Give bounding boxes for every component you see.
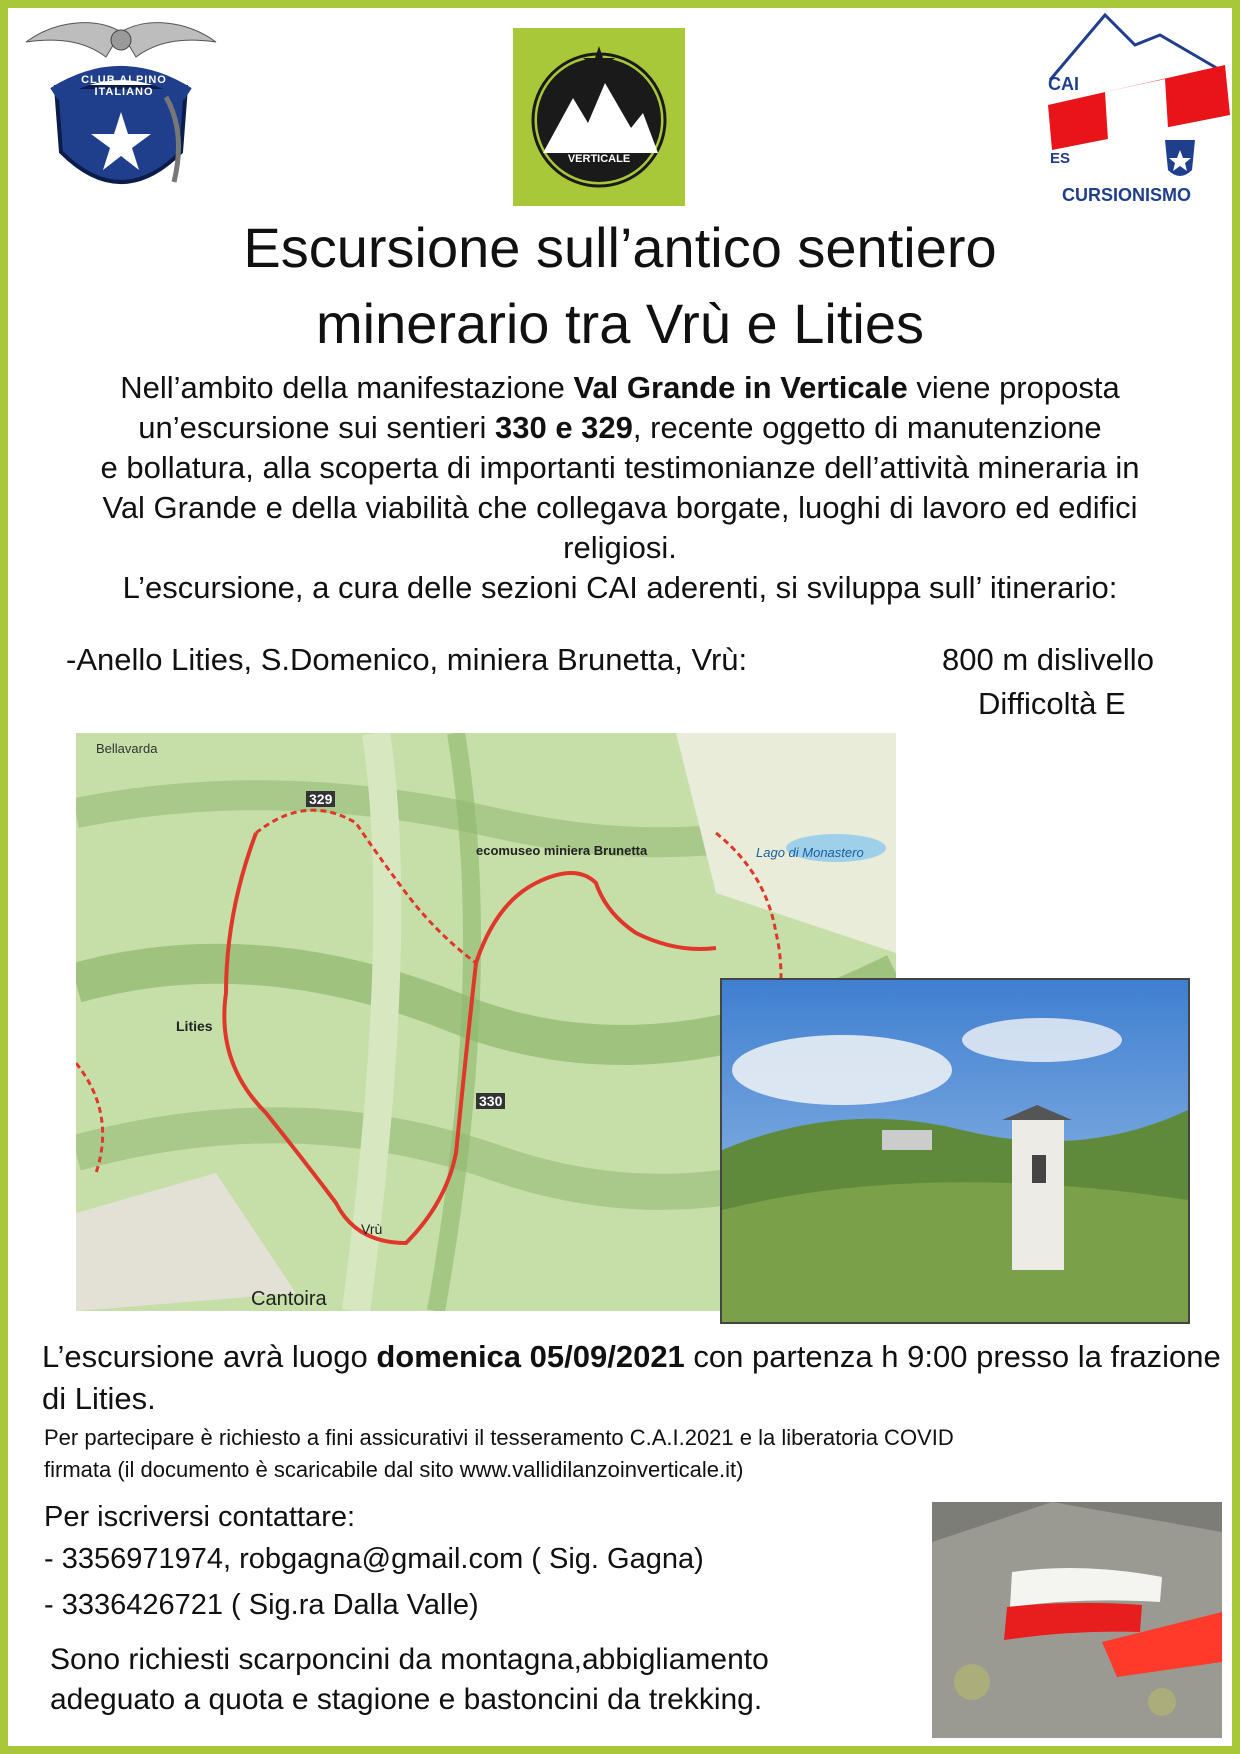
note-line-2: firmata (il documento è scaricabile dal sito www.vallidilanzoinverticale.it) <box>44 1457 744 1482</box>
cai-logo-text: CLUB ALPINO ITALIANO <box>81 74 167 98</box>
map-label-vru: Vrù <box>361 1221 383 1237</box>
contacts-heading: Per iscriversi contattare: <box>44 1501 356 1533</box>
trail-marker-photo <box>932 1502 1222 1738</box>
itinerary-route: -Anello Lities, S.Domenico, miniera Brunetta, Vrù: <box>66 642 748 677</box>
map-label-lities: Lities <box>176 1018 213 1034</box>
itinerary-elevation: 800 m dislivello <box>942 642 1154 677</box>
mountain-badge-icon <box>513 28 685 206</box>
title-line-1: Escursione sull’antico sentiero <box>243 216 997 279</box>
page-title <box>80 210 1160 362</box>
map-label-cantoira: Cantoira <box>251 1288 327 1310</box>
cai-logo <box>16 12 226 202</box>
es-label: ES <box>1050 150 1071 167</box>
intro-line-6: L’escursione, a cura delle sezioni CAI aderenti, si sviluppa sull’ itinerario: <box>122 570 1118 605</box>
cai-label: CAI <box>1048 74 1079 94</box>
equipment-line-1: Sono richiesti scarponcini da montagna,abbigliamento <box>50 1643 769 1676</box>
itinerary-difficulty: Difficoltà E <box>978 686 1126 721</box>
event-date-info: L’escursione avrà luogo domenica 05/09/2021 con partenza h 9:00 presso la frazione di Lities. <box>42 1339 1221 1416</box>
eagle-shield-icon <box>16 12 226 202</box>
intro-paragraph <box>20 368 1220 608</box>
valli-lanzo-logo-text: VALLI DI LANZO IN VERTICALE <box>548 140 649 165</box>
intro-line-5: religiosi. <box>563 530 677 565</box>
cursionismo-label: CURSIONISMO <box>1062 185 1192 205</box>
map-badge-330: 330 <box>476 1093 505 1109</box>
equipment-line-2: adeguato a quota e stagione e bastoncini da trekking. <box>50 1683 763 1716</box>
map-label-bellavarda: Bellavarda <box>96 741 158 756</box>
chapel-landscape-icon <box>722 980 1188 1322</box>
equipment-note <box>50 1640 910 1720</box>
intro-line-3: e bollatura, alla scoperta di importanti testimonianze dell’attività mineraria in <box>100 450 1140 485</box>
map-label-lago: Lago di Monastero <box>756 845 864 860</box>
intro-line-1: Nell’ambito della manifestazione Val Grande in Verticale viene proposta <box>120 370 1120 405</box>
valli-lanzo-logo <box>513 28 685 206</box>
chapel-photo <box>720 978 1190 1324</box>
intro-line-2: un’escursione sui sentieri 330 e 329, recente oggetto di manutenzione <box>138 410 1102 445</box>
title-line-2: minerario tra Vrù e Lities <box>316 292 924 355</box>
map-label-ecomuseo: ecomuseo miniera Brunetta <box>476 843 648 858</box>
contact-gagna: - 3356971974, robgagna@gmail.com ( Sig. Gagna) <box>44 1543 704 1575</box>
intro-line-4: Val Grande e della viabilità che collegava borgate, luoghi di lavoro ed edifici <box>102 490 1138 525</box>
cai-escursionismo-logo <box>1040 10 1230 210</box>
map-badge-329: 329 <box>306 791 335 807</box>
mountain-flag-icon <box>1040 10 1230 210</box>
insurance-note <box>44 1422 1184 1486</box>
contact-dalla-valle: - 3336426721 ( Sig.ra Dalla Valle) <box>44 1589 479 1621</box>
note-line-1: Per partecipare è richiesto a fini assicurativi il tesseramento C.A.I.2021 e la liberatoria COVID <box>44 1425 954 1450</box>
painted-rock-icon <box>932 1502 1222 1738</box>
